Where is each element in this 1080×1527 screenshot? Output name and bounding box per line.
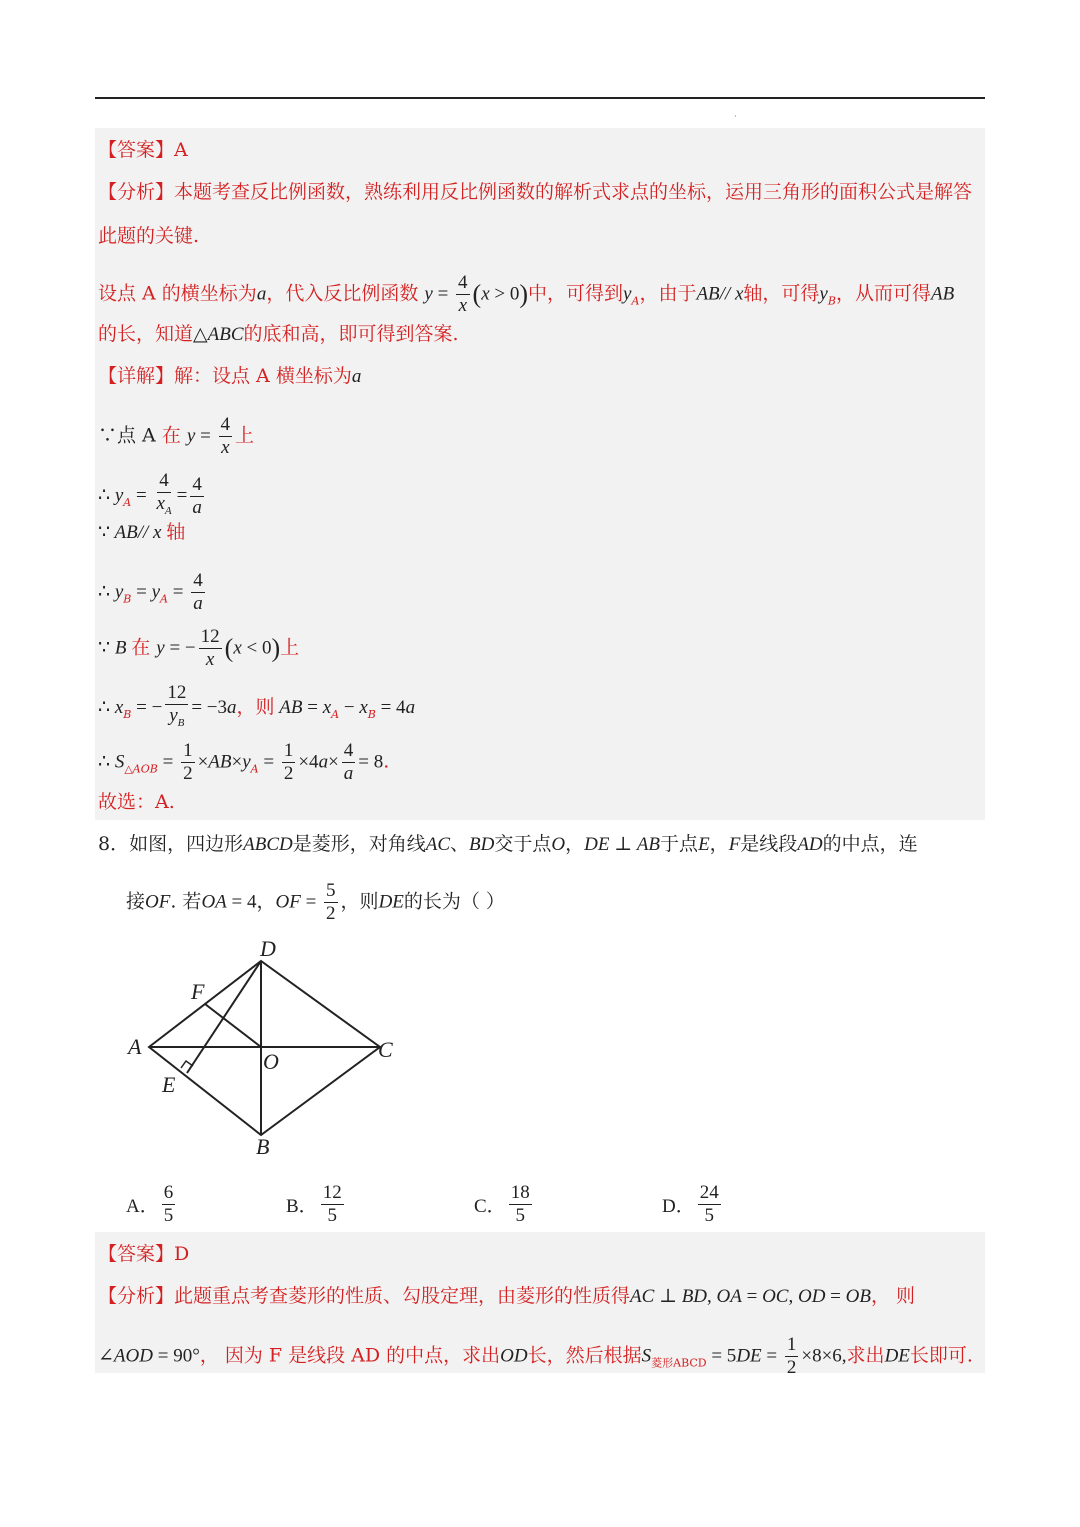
detail-line-2: ∴ $y_A$ = $\frac{4}{x_A}$ = $\frac{4}{a}$ [98, 470, 202, 518]
analysis-line-4: 的长，知道△ABC的底和高，即可得到答案. [98, 323, 459, 345]
question-8-line-2: 接OF. 若OA = 4，OF = $\frac{5}{2}$ ，则DE的长为（ ） [126, 880, 505, 924]
answer-line-7: 【答案】A [98, 139, 188, 161]
option-c[interactable]: C． $\frac{18}{5}$ [474, 1182, 530, 1226]
label-C: C [378, 1037, 393, 1062]
analysis-line-1: 【分析】本题考查反比例函数，熟练利用反比例函数的解析式求点的坐标，运用三角形的面积公式是解答 [98, 181, 973, 203]
header-rule [95, 97, 985, 99]
label-A: A [128, 1034, 142, 1059]
analysis-line-2: 此题的关键. [98, 225, 200, 247]
label-B: B [256, 1134, 270, 1159]
detail-line-5: ∵ B 在 y = − $\frac{12}{x}$ (x < 0)上 [98, 626, 300, 670]
detail-line-7: ∴ $S_{\triangle AOB}$ = $\frac{1}{2}$ $\times AB\times y_A$ = $\frac{1}{2}$ ×4a× $\frac{4}{a}$ = 8. [98, 740, 390, 784]
analysis2-line-2: ∠AOD = 90°， 因为 F 是线段 AD 的中点，求出OD长，然后根据$S_{菱形ABCD} = 5DE$ = $\frac{1}{2}$ ×8×6,求出DE长即可. [98, 1334, 973, 1378]
analysis-line-3: 设点 A 的横坐标为a，代入反比例函数 y = $\frac{4}{x}$ (x > 0)中，可得到$y_A$，由于AB// x轴，可得$y_B$，从而可得AB [98, 272, 955, 316]
option-a[interactable]: A． $\frac{6}{5}$ [126, 1182, 174, 1226]
analysis2-line-1: 【分析】此题重点考查菱形的性质、勾股定理，由菱形的性质得AC ⊥ BD, OA = OC, OD = OB， 则 [98, 1285, 916, 1307]
detail-line-3: ∵ AB// x 轴 [98, 521, 186, 543]
question-8-line-1: 8．如图，四边形ABCD是菱形，对角线AC、BD交于点O，DE ⊥ AB于点E，F是线段AD的中点，连 [98, 833, 918, 855]
rhombus-figure [120, 930, 420, 1165]
detail-line-6: ∴ $x_B$ = − $\frac{12}{y_B}$ = −3a，则 AB = $x_A - x_B = 4a$ [98, 682, 416, 729]
header-dot: · [734, 112, 737, 122]
detail-choose: 故选：A. [98, 791, 175, 813]
label-O: O [263, 1049, 279, 1074]
detail-line-1: ∵点 A 在 y = $\frac{4}{x}$ 上 [98, 414, 255, 458]
option-b[interactable]: B． $\frac{12}{5}$ [286, 1182, 342, 1226]
label-E: E [162, 1072, 176, 1097]
answer-line-8: 【答案】D [98, 1243, 190, 1265]
detail-line-0: 【详解】解：设点 A 横坐标为a [98, 365, 362, 387]
label-F: F [191, 979, 205, 1004]
detail-line-4: ∴ $y_B = y_A$ = $\frac{4}{a}$ [98, 570, 203, 614]
label-D: D [260, 936, 276, 961]
option-d[interactable]: D． $\frac{24}{5}$ [662, 1182, 719, 1226]
